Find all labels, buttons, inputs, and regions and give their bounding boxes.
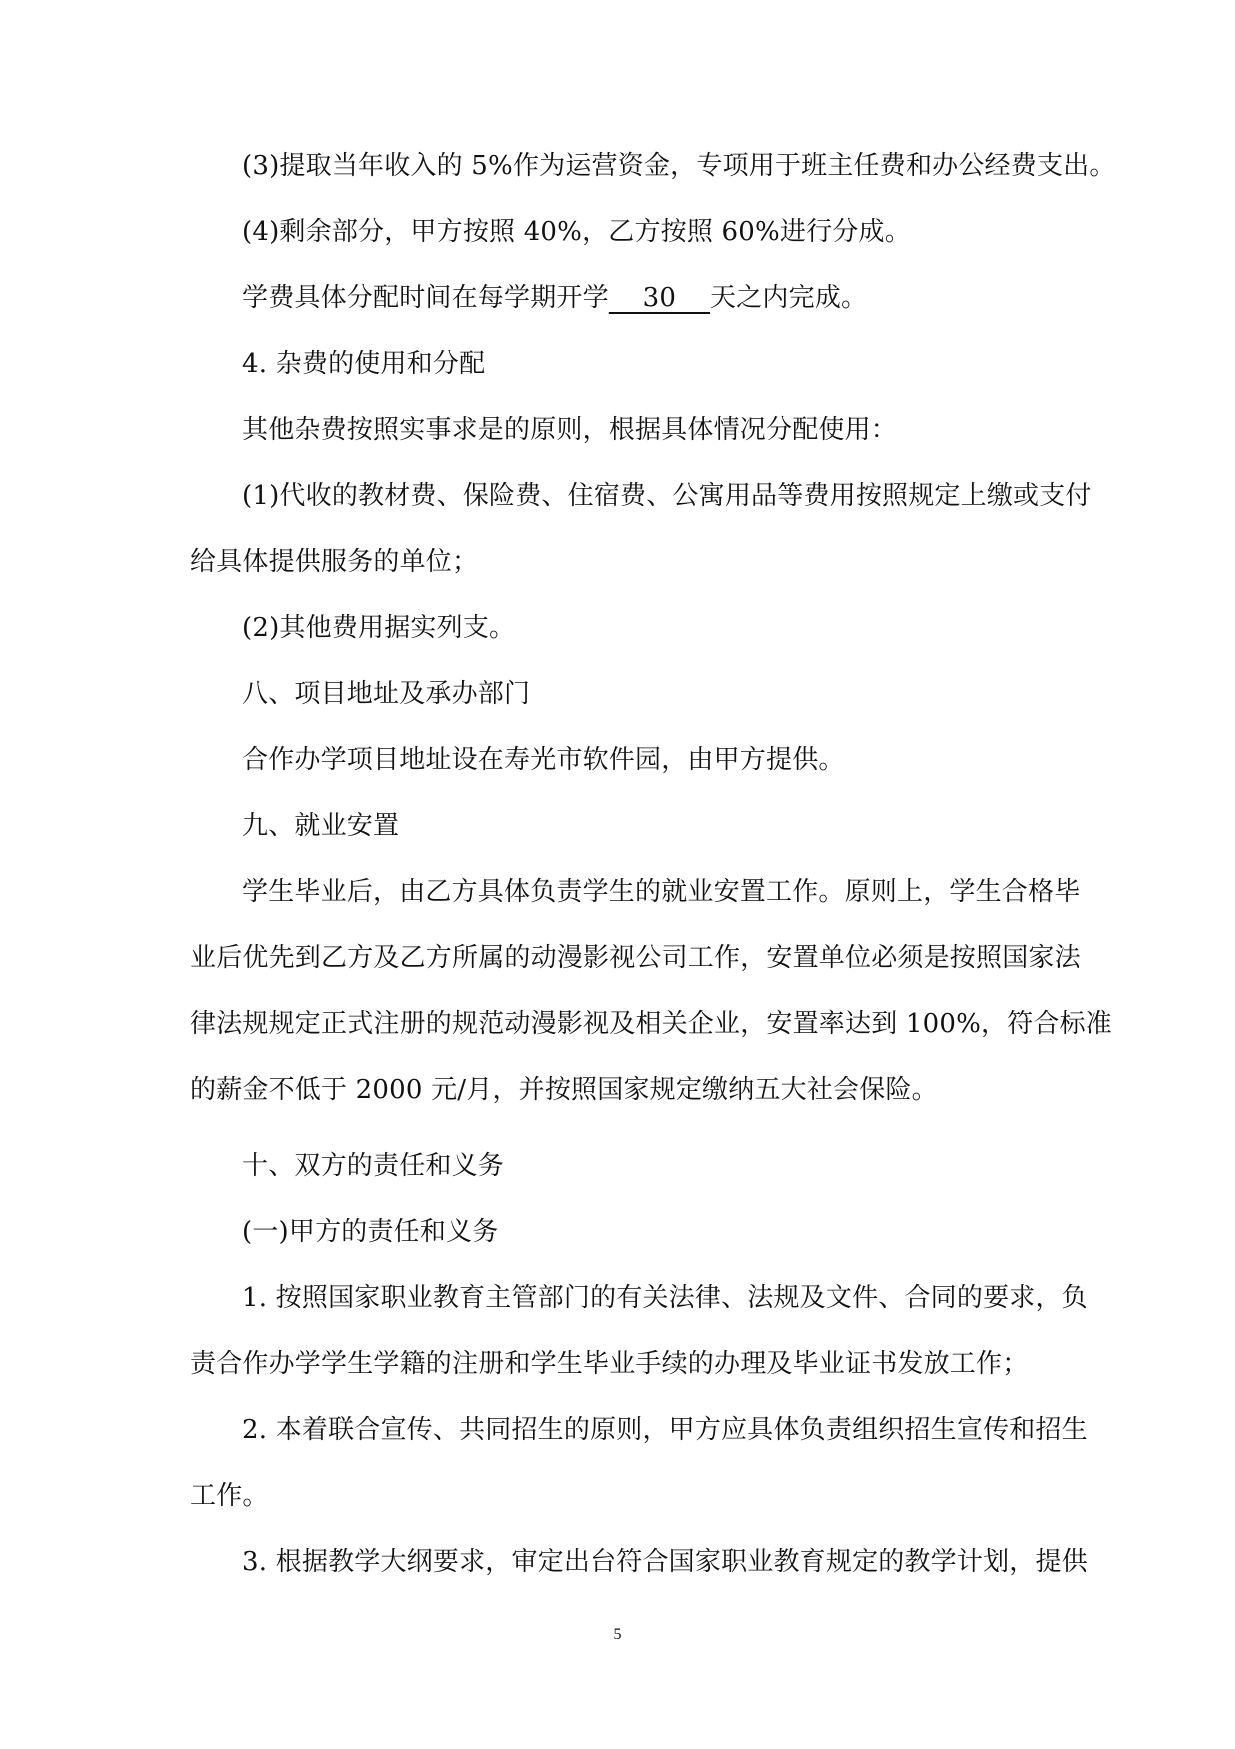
text-after-blank: 天之内完成。 [710, 283, 868, 313]
section-heading: 十、双方的责任和义务 [242, 1151, 505, 1181]
paragraph-line: 3. 根据教学大纲要求，审定出台符合国家职业教育规定的教学计划，提供 [242, 1547, 1088, 1577]
page-number: 5 [613, 1626, 622, 1643]
paragraph-line: 业后优先到乙方及乙方所属的动漫影视公司工作，安置单位必须是按照国家法 [190, 943, 1081, 973]
paragraph-line: (2)其他费用据实列支。 [242, 613, 516, 643]
paragraph-line: 工作。 [190, 1481, 269, 1511]
filled-blank: 30 [608, 283, 711, 313]
section-heading: 九、就业安置 [242, 811, 400, 841]
section-subheading: 4. 杂费的使用和分配 [242, 349, 486, 379]
paragraph-line: 学生毕业后，由乙方具体负责学生的就业安置工作。原则上，学生合格毕 [242, 877, 1081, 907]
paragraph-line: (3)提取当年收入的 5%作为运营资金，专项用于班主任费和办公经费支出。 [242, 151, 1116, 181]
paragraph-line: 给具体提供服务的单位； [190, 547, 479, 577]
paragraph-line-with-blank [190, 273, 1048, 339]
spacer [190, 1131, 1048, 1141]
paragraph-line: 2. 本着联合宣传、共同招生的原则，甲方应具体负责组织招生宣传和招生 [242, 1415, 1088, 1445]
document-body [190, 141, 1116, 1603]
text-before-blank: 学费具体分配时间在每学期开学 [242, 283, 609, 313]
paragraph-line: (4)剩余部分，甲方按照 40%，乙方按照 60%进行分成。 [242, 217, 911, 247]
section-heading: 八、项目地址及承办部门 [242, 679, 531, 709]
paragraph-line: 的薪金不低于 2000 元/月，并按照国家规定缴纳五大社会保险。 [190, 1075, 938, 1105]
section-subheading: (一)甲方的责任和义务 [242, 1217, 499, 1247]
paragraph-line: (1)代收的教材费、保险费、住宿费、公寓用品等费用按照规定上缴或支付 [242, 481, 1092, 511]
paragraph-line: 责合作办学学生学籍的注册和学生毕业手续的办理及毕业证书发放工作； [190, 1349, 1029, 1379]
paragraph-line: 律法规规定正式注册的规范动漫影视及相关企业，安置率达到 100%，符合标准 [190, 1009, 1112, 1039]
paragraph-line: 其他杂费按照实事求是的原则，根据具体情况分配使用： [242, 415, 898, 445]
paragraph-line: 合作办学项目地址设在寿光市软件园，由甲方提供。 [242, 745, 845, 775]
paragraph-line: 1. 按照国家职业教育主管部门的有关法律、法规及文件、合同的要求，负 [242, 1283, 1088, 1313]
